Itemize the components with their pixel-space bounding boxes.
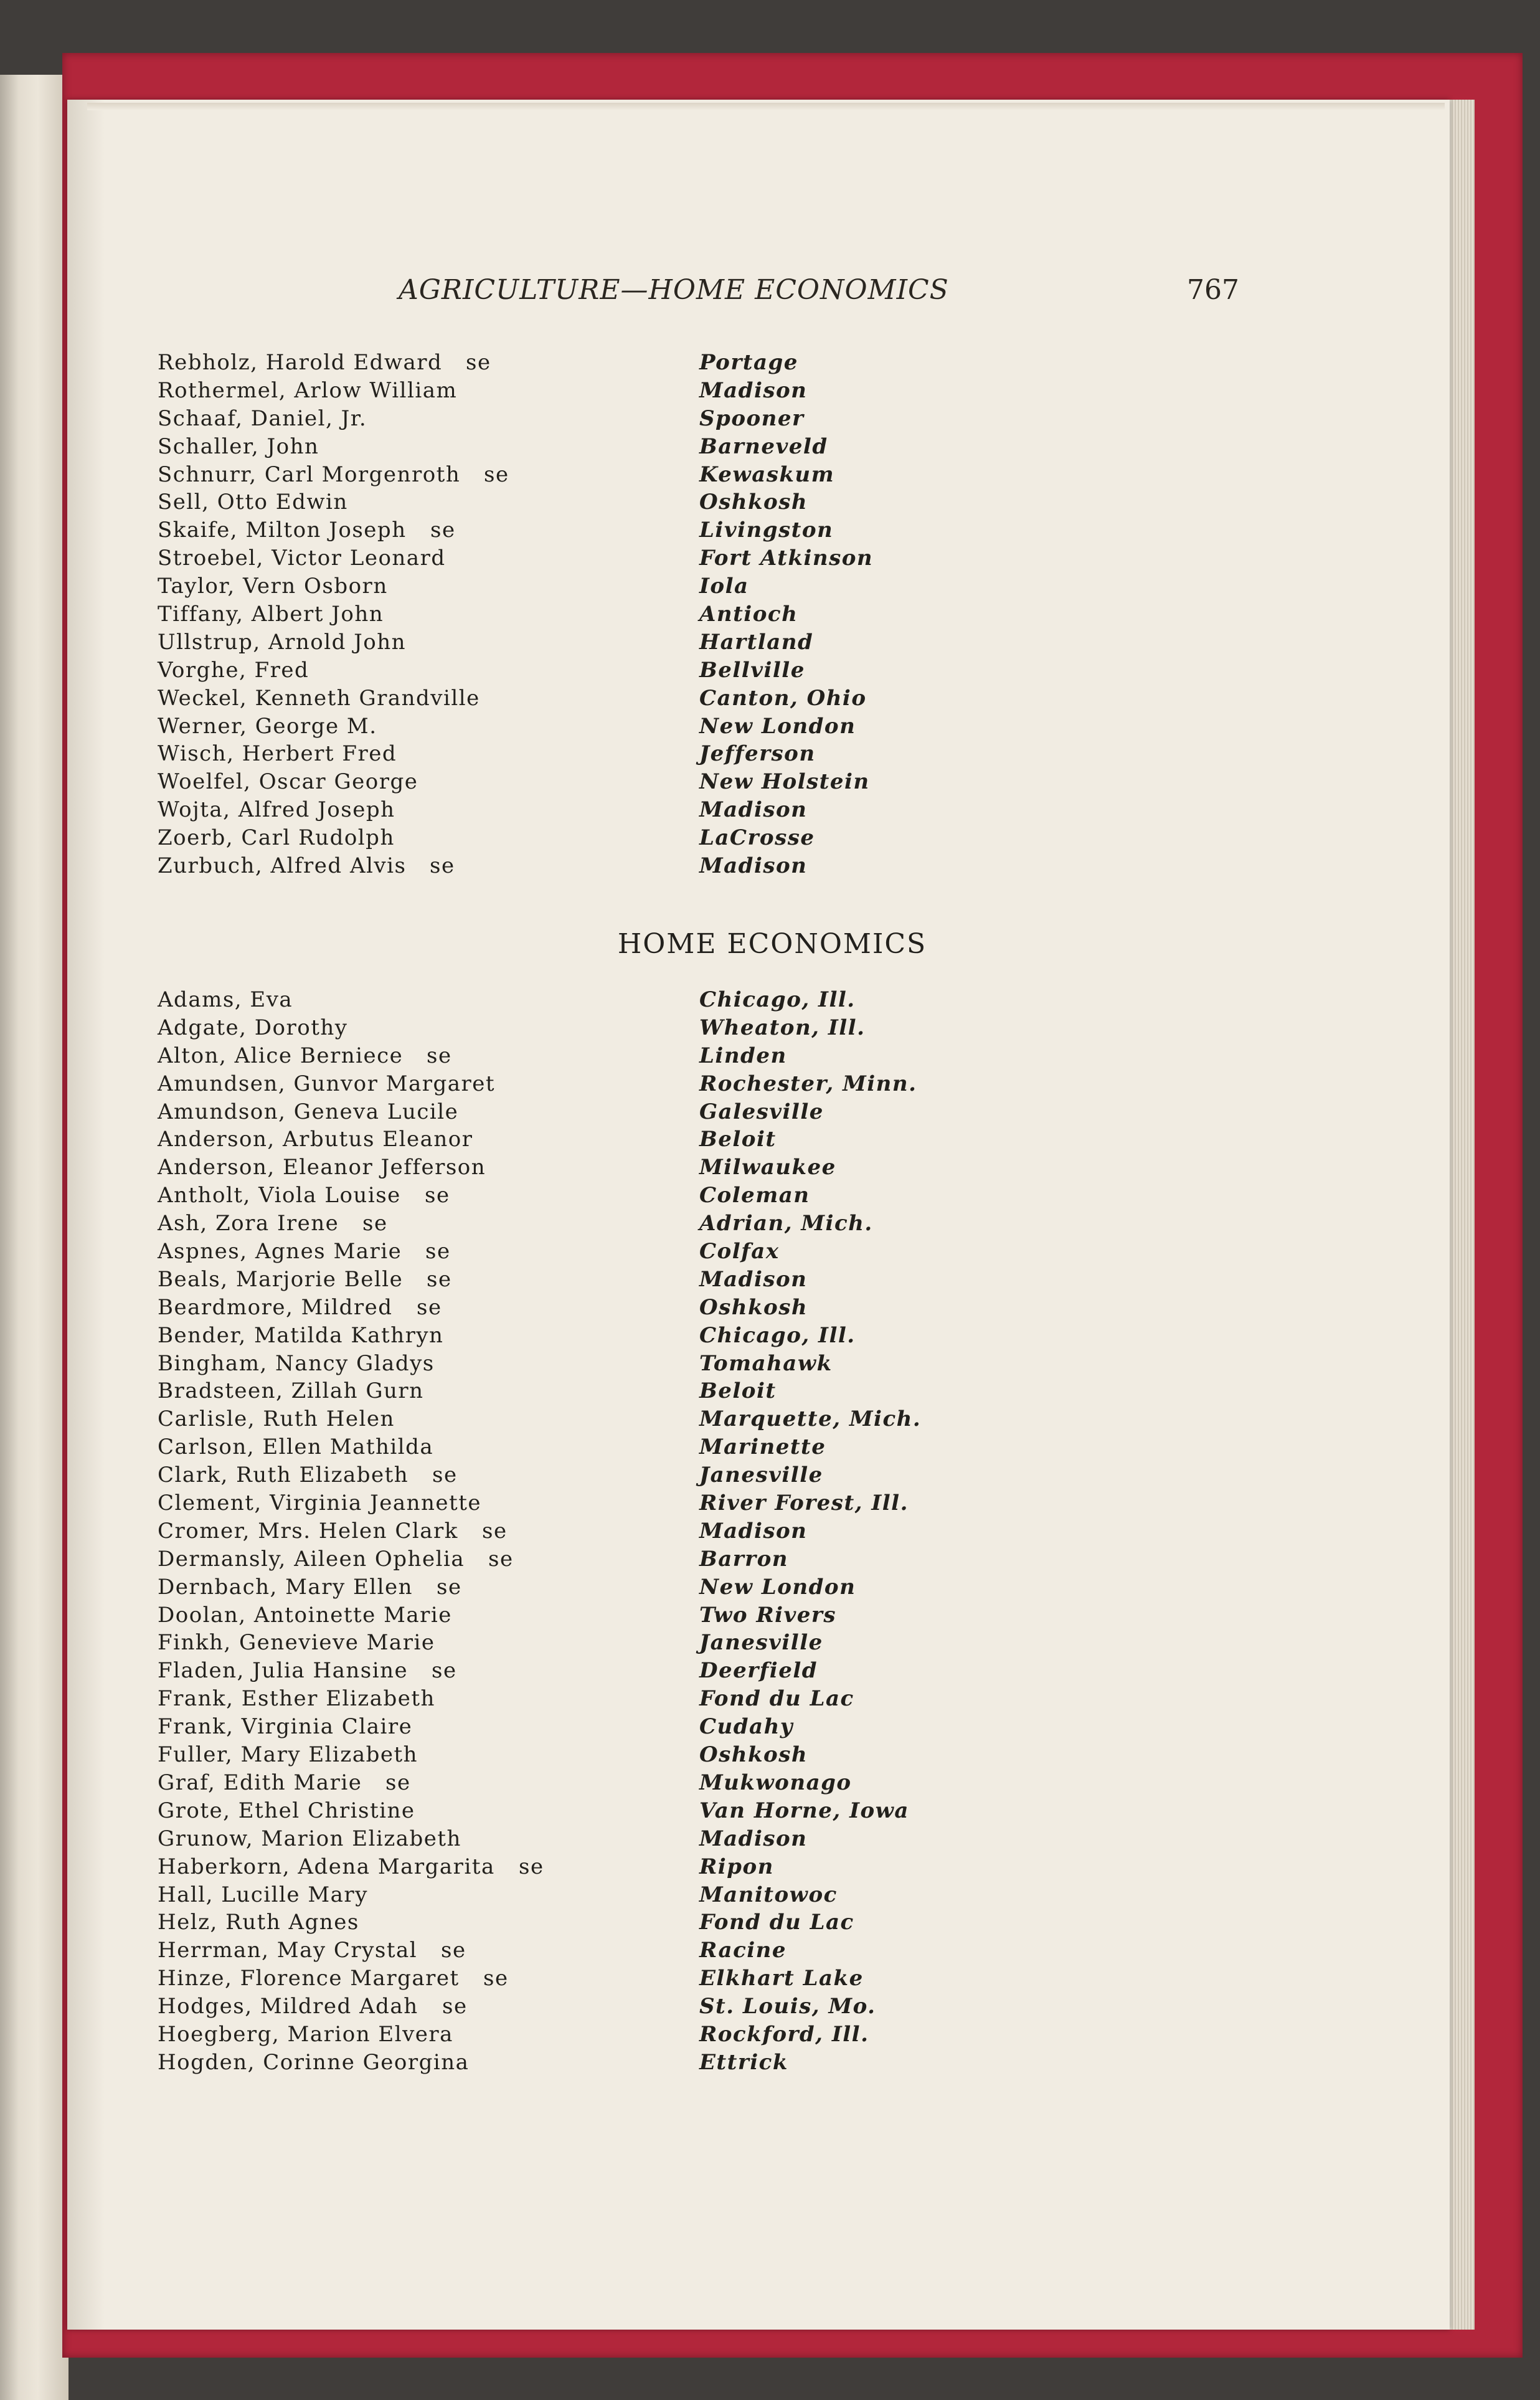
hometown: Jefferson xyxy=(699,741,816,767)
list-item xyxy=(158,1238,967,1266)
list-item xyxy=(158,1433,967,1461)
hometown: Marinette xyxy=(699,1435,826,1460)
page-top-edge xyxy=(87,103,1445,110)
hometown: River Forest, Ill. xyxy=(699,1491,909,1516)
student-name: Wojta, Alfred Joseph xyxy=(158,797,395,823)
hometown: Janesville xyxy=(699,1463,823,1488)
student-name: Frank, Virginia Claire xyxy=(158,1714,413,1740)
hometown: Madison xyxy=(699,797,808,823)
hometown: Rochester, Minn. xyxy=(699,1071,917,1096)
hometown: Marquette, Mich. xyxy=(699,1406,922,1432)
hometown: Iola xyxy=(699,574,749,599)
status-tag: se xyxy=(432,1463,458,1488)
agriculture-student-list xyxy=(158,349,967,880)
status-tag: se xyxy=(519,1854,544,1879)
status-tag: se xyxy=(430,853,455,879)
hometown: Hartland xyxy=(699,629,814,655)
list-item xyxy=(158,852,967,880)
page-edge-stack xyxy=(1450,100,1475,2330)
hometown: Ripon xyxy=(699,1854,774,1879)
hometown: LaCrosse xyxy=(699,825,815,851)
running-header xyxy=(399,274,1239,311)
student-name: Adgate, Dorothy xyxy=(158,1015,348,1040)
hometown: Madison xyxy=(699,1266,808,1292)
student-name: Carlson, Ellen Mathilda xyxy=(158,1435,434,1460)
student-name: Rebholz, Harold Edward xyxy=(158,350,443,375)
header-title: AGRICULTURE—HOME ECONOMICS xyxy=(399,274,949,306)
student-name: Ash, Zora Irene xyxy=(158,1211,339,1236)
list-item xyxy=(158,796,967,824)
list-item xyxy=(158,1685,967,1713)
hometown: Milwaukee xyxy=(699,1155,836,1180)
section-title-home-economics: HOME ECONOMICS xyxy=(617,928,927,960)
list-item xyxy=(158,1042,967,1070)
list-item xyxy=(158,544,967,572)
list-item xyxy=(158,1937,967,1965)
hometown: Chicago, Ill. xyxy=(699,987,856,1012)
page-number: 767 xyxy=(1187,274,1239,306)
student-name: Antholt, Viola Louise xyxy=(158,1183,401,1208)
hometown: Rockford, Ill. xyxy=(699,2021,869,2047)
hometown: Manitowoc xyxy=(699,1882,838,1907)
student-name: Clark, Ruth Elizabeth xyxy=(158,1463,409,1488)
hometown: Coleman xyxy=(699,1183,810,1208)
hometown: Wheaton, Ill. xyxy=(699,1015,866,1040)
hometown: Fort Atkinson xyxy=(699,546,874,571)
hometown: Barron xyxy=(699,1546,788,1572)
hometown: Fond du Lac xyxy=(699,1686,854,1712)
list-item xyxy=(158,433,967,461)
status-tag: se xyxy=(417,1294,442,1320)
hometown: Oshkosh xyxy=(699,1294,808,1320)
status-tag: se xyxy=(427,1043,452,1068)
list-item xyxy=(158,824,967,852)
list-item xyxy=(158,1294,967,1322)
status-tag: se xyxy=(385,1770,411,1795)
student-name: Amundsen, Gunvor Margaret xyxy=(158,1071,496,1096)
hometown: New London xyxy=(699,1574,856,1600)
student-name: Woelfel, Oscar George xyxy=(158,769,418,795)
student-name: Ullstrup, Arnold John xyxy=(158,629,407,655)
student-name: Grunow, Marion Elizabeth xyxy=(158,1826,461,1851)
student-name: Fuller, Mary Elizabeth xyxy=(158,1742,418,1768)
student-name: Fladen, Julia Hansine xyxy=(158,1658,409,1684)
student-name: Alton, Alice Berniece xyxy=(158,1043,404,1068)
list-item xyxy=(158,1769,967,1797)
hometown: Cudahy xyxy=(699,1714,794,1740)
hometown: Antioch xyxy=(699,602,798,627)
hometown: Mukwonago xyxy=(699,1770,852,1795)
student-name: Schaller, John xyxy=(158,434,319,459)
hometown: Colfax xyxy=(699,1239,780,1264)
hometown: Two Rivers xyxy=(699,1602,836,1628)
list-item xyxy=(158,1853,967,1881)
hometown: Oshkosh xyxy=(699,1742,808,1768)
student-name: Dernbach, Mary Ellen xyxy=(158,1574,413,1600)
hometown: Linden xyxy=(699,1043,787,1068)
student-name: Carlisle, Ruth Helen xyxy=(158,1406,395,1432)
hometown: Van Horne, Iowa xyxy=(699,1798,909,1823)
hometown: New Holstein xyxy=(699,769,870,795)
list-item xyxy=(158,2021,967,2049)
status-tag: se xyxy=(425,1183,450,1208)
list-item xyxy=(158,600,967,628)
student-name: Dermansly, Aileen Ophelia xyxy=(158,1546,465,1572)
hometown: Galesville xyxy=(699,1099,824,1124)
list-item xyxy=(158,1825,967,1853)
hometown: St. Louis, Mo. xyxy=(699,1994,876,2019)
list-item xyxy=(158,1601,967,1629)
list-item xyxy=(158,1098,967,1126)
hometown: Deerfield xyxy=(699,1658,818,1684)
hometown: Barneveld xyxy=(699,434,828,459)
list-item xyxy=(158,1545,967,1573)
list-item xyxy=(158,657,967,685)
list-item xyxy=(158,1210,967,1238)
hometown: Elkhart Lake xyxy=(699,1966,864,1991)
hometown: Madison xyxy=(699,1826,808,1851)
hometown: Beloit xyxy=(699,1127,777,1152)
student-name: Taylor, Vern Osborn xyxy=(158,574,388,599)
list-item xyxy=(158,405,967,433)
student-name: Clement, Virginia Jeannette xyxy=(158,1491,482,1516)
student-name: Sell, Otto Edwin xyxy=(158,490,348,515)
hometown: Portage xyxy=(699,350,798,375)
hometown: Madison xyxy=(699,1518,808,1544)
student-name: Hinze, Florence Margaret xyxy=(158,1966,460,1991)
list-item xyxy=(158,1182,967,1210)
hometown: Adrian, Mich. xyxy=(699,1211,873,1236)
student-name: Weckel, Kenneth Grandville xyxy=(158,685,480,711)
list-item xyxy=(158,1629,967,1657)
student-name: Rothermel, Arlow William xyxy=(158,377,458,403)
student-name: Zurbuch, Alfred Alvis xyxy=(158,853,407,879)
list-item xyxy=(158,1573,967,1601)
list-item xyxy=(158,768,967,796)
hometown: Bellville xyxy=(699,657,805,683)
hometown: Kewaskum xyxy=(699,462,835,487)
student-name: Wisch, Herbert Fred xyxy=(158,741,397,767)
list-item xyxy=(158,1517,967,1545)
list-item xyxy=(158,1070,967,1098)
list-item xyxy=(158,2049,967,2077)
list-item xyxy=(158,628,967,657)
hometown: Racine xyxy=(699,1938,787,1963)
hometown: Oshkosh xyxy=(699,490,808,515)
hometown: Chicago, Ill. xyxy=(699,1322,856,1348)
student-name: Hall, Lucille Mary xyxy=(158,1882,368,1907)
status-tag: se xyxy=(466,350,491,375)
list-item xyxy=(158,488,967,516)
hometown: Ettrick xyxy=(699,2049,788,2075)
student-name: Hogden, Corinne Georgina xyxy=(158,2049,470,2075)
student-name: Beardmore, Mildred xyxy=(158,1294,393,1320)
list-item xyxy=(158,1377,967,1405)
list-item xyxy=(158,1266,967,1294)
list-item xyxy=(158,1322,967,1350)
status-tag: se xyxy=(483,1966,509,1991)
student-name: Haberkorn, Adena Margarita xyxy=(158,1854,495,1879)
student-name: Amundson, Geneva Lucile xyxy=(158,1099,459,1124)
hometown: Janesville xyxy=(699,1630,823,1656)
list-item xyxy=(158,1713,967,1741)
student-name: Skaife, Milton Joseph xyxy=(158,518,407,543)
list-item xyxy=(158,685,967,713)
list-item xyxy=(158,1461,967,1489)
status-tag: se xyxy=(484,462,509,487)
list-item xyxy=(158,1965,967,1993)
student-name: Graf, Edith Marie xyxy=(158,1770,362,1795)
status-tag: se xyxy=(488,1546,514,1572)
status-tag: se xyxy=(362,1211,388,1236)
home-economics-student-list xyxy=(158,986,967,2077)
list-item xyxy=(158,349,967,377)
facing-page-edge xyxy=(0,75,68,2400)
list-item xyxy=(158,1797,967,1825)
student-name: Bingham, Nancy Gladys xyxy=(158,1350,435,1376)
student-name: Herrman, May Crystal xyxy=(158,1938,418,1963)
list-item xyxy=(158,713,967,741)
student-name: Cromer, Mrs. Helen Clark xyxy=(158,1518,458,1544)
student-name: Anderson, Arbutus Eleanor xyxy=(158,1127,473,1152)
hometown: Beloit xyxy=(699,1378,777,1404)
hometown: Spooner xyxy=(699,406,805,431)
student-name: Vorghe, Fred xyxy=(158,657,309,683)
student-name: Anderson, Eleanor Jefferson xyxy=(158,1155,486,1180)
list-item xyxy=(158,377,967,405)
list-item xyxy=(158,461,967,489)
status-tag: se xyxy=(432,1658,457,1684)
status-tag: se xyxy=(430,518,456,543)
list-item xyxy=(158,1881,967,1909)
student-name: Aspnes, Agnes Marie xyxy=(158,1239,402,1264)
student-name: Helz, Ruth Agnes xyxy=(158,1910,359,1935)
student-name: Beals, Marjorie Belle xyxy=(158,1266,404,1292)
list-item xyxy=(158,1489,967,1517)
list-item xyxy=(158,516,967,544)
list-item xyxy=(158,572,967,600)
list-item xyxy=(158,1657,967,1685)
status-tag: se xyxy=(441,1938,466,1963)
list-item xyxy=(158,1014,967,1042)
student-name: Werner, George M. xyxy=(158,713,377,739)
student-name: Doolan, Antoinette Marie xyxy=(158,1602,452,1628)
student-name: Hodges, Mildred Adah xyxy=(158,1994,418,2019)
list-item xyxy=(158,986,967,1014)
student-name: Adams, Eva xyxy=(158,987,293,1012)
hometown: Tomahawk xyxy=(699,1350,833,1376)
status-tag: se xyxy=(425,1239,451,1264)
list-item xyxy=(158,1909,967,1937)
list-item xyxy=(158,1993,967,2021)
student-name: Frank, Esther Elizabeth xyxy=(158,1686,435,1712)
hometown: Canton, Ohio xyxy=(699,685,867,711)
hometown: New London xyxy=(699,713,856,739)
status-tag: se xyxy=(482,1518,508,1544)
status-tag: se xyxy=(442,1994,468,2019)
student-name: Bender, Matilda Kathryn xyxy=(158,1322,444,1348)
list-item xyxy=(158,1126,967,1154)
hometown: Livingston xyxy=(699,518,834,543)
status-tag: se xyxy=(437,1574,462,1600)
student-name: Schaaf, Daniel, Jr. xyxy=(158,406,367,431)
list-item xyxy=(158,1405,967,1433)
list-item xyxy=(158,1741,967,1769)
list-item xyxy=(158,1154,967,1182)
student-name: Zoerb, Carl Rudolph xyxy=(158,825,395,851)
list-item xyxy=(158,1350,967,1378)
list-item xyxy=(158,740,967,768)
student-name: Bradsteen, Zillah Gurn xyxy=(158,1378,424,1404)
student-name: Schnurr, Carl Morgenroth xyxy=(158,462,461,487)
student-name: Hoegberg, Marion Elvera xyxy=(158,2021,453,2047)
hometown: Madison xyxy=(699,377,808,403)
hometown: Fond du Lac xyxy=(699,1910,854,1935)
student-name: Tiffany, Albert John xyxy=(158,602,384,627)
hometown: Madison xyxy=(699,853,808,879)
student-name: Grote, Ethel Christine xyxy=(158,1798,415,1823)
student-name: Finkh, Genevieve Marie xyxy=(158,1630,435,1656)
status-tag: se xyxy=(427,1266,452,1292)
student-name: Stroebel, Victor Leonard xyxy=(158,546,446,571)
